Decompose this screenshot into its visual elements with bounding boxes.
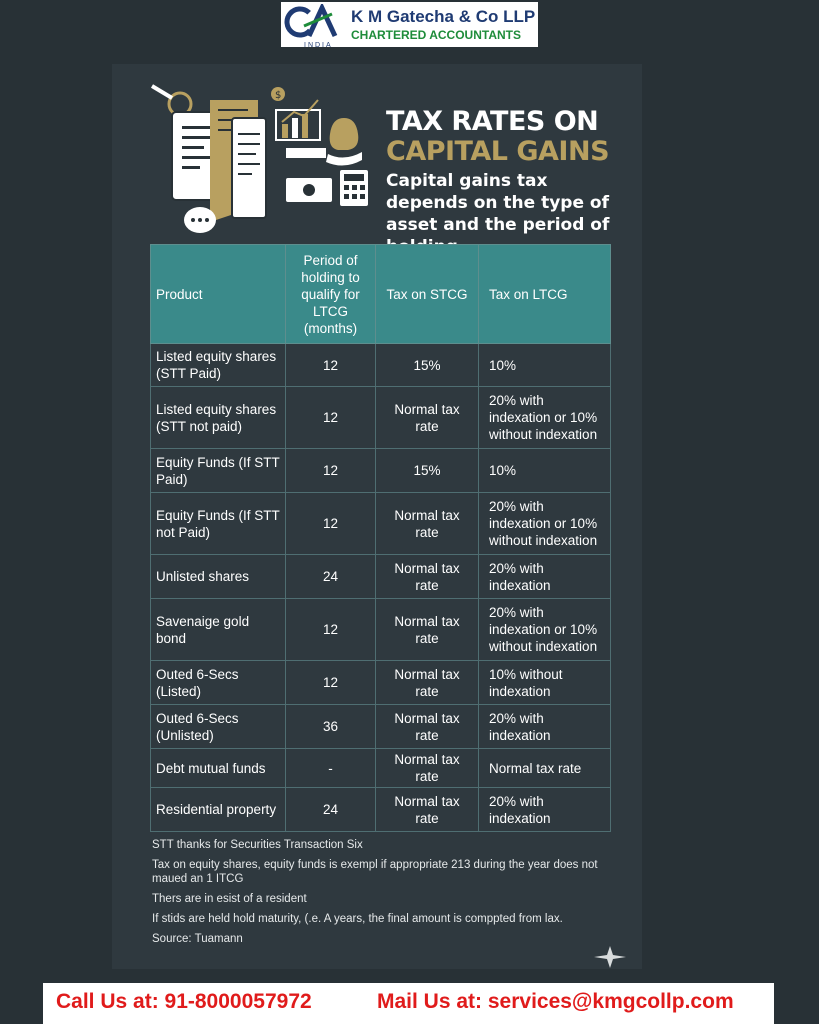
cell-product: Unlisted shares: [151, 555, 286, 599]
call-us-text: Call Us at: 91-8000057972: [56, 990, 312, 1013]
cell-ltcg: 10%: [479, 449, 611, 493]
title-line-2: CAPITAL GAINS: [386, 136, 610, 167]
cell-period: 12: [286, 344, 376, 387]
cell-period: -: [286, 749, 376, 788]
footnote: Thers are in esist of a resident: [152, 893, 307, 905]
cell-product: Listed equity shares (STT not paid): [151, 387, 286, 449]
cell-stcg: Normal tax rate: [376, 788, 479, 832]
cell-period: 12: [286, 493, 376, 555]
cell-period: 12: [286, 449, 376, 493]
cell-period: 36: [286, 705, 376, 749]
cell-stcg: 15%: [376, 344, 479, 387]
cell-ltcg: 10%: [479, 344, 611, 387]
coin-icon: [271, 87, 285, 101]
contact-footer: [43, 983, 774, 1024]
table-row: [151, 599, 611, 661]
cell-stcg: Normal tax rate: [376, 749, 479, 788]
cell-stcg: Normal tax rate: [376, 493, 479, 555]
cell-stcg: Normal tax rate: [376, 599, 479, 661]
cell-product: Equity Funds (If STT not Paid): [151, 493, 286, 555]
cell-product: Outed 6-Secs (Listed): [151, 661, 286, 705]
cell-ltcg: 20% with indexation or 10% without indexation: [479, 493, 611, 555]
header-stcg: Tax on STCG: [376, 245, 479, 344]
cell-period: 12: [286, 661, 376, 705]
cell-ltcg: 20% with indexation: [479, 705, 611, 749]
cell-product: Listed equity shares (STT Paid): [151, 344, 286, 387]
table-header-row: [151, 245, 611, 344]
cell-product: Residential property: [151, 788, 286, 832]
cell-ltcg: 10% without indexation: [479, 661, 611, 705]
finance-illustration: [148, 82, 370, 242]
table-row: [151, 788, 611, 832]
footnote: Tax on equity shares, equity funds is exempl if appropriate 213 during the year does not maued an 1 ITCG: [152, 859, 598, 885]
cell-stcg: Normal tax rate: [376, 555, 479, 599]
cell-period: 24: [286, 555, 376, 599]
cell-ltcg: 20% with indexation: [479, 555, 611, 599]
ca-logo-icon: [284, 4, 340, 48]
table-row: [151, 344, 611, 387]
table-row: [151, 449, 611, 493]
chat-bubble-icon: [184, 207, 216, 233]
cell-ltcg: Normal tax rate: [479, 749, 611, 788]
table-row: [151, 749, 611, 788]
firm-name: K M Gatecha & Co LLP: [351, 7, 536, 26]
cell-period: 12: [286, 387, 376, 449]
header-product: Product: [151, 245, 286, 344]
table-row: [151, 661, 611, 705]
logo-country: INDIA: [304, 42, 333, 48]
footnote: STT thanks for Securities Transaction Six: [152, 839, 363, 851]
capital-gains-table: [150, 244, 611, 832]
cell-period: 24: [286, 788, 376, 832]
cell-ltcg: 20% with indexation: [479, 788, 611, 832]
source-note: Source: Tuamann: [152, 933, 243, 945]
cell-stcg: Normal tax rate: [376, 661, 479, 705]
scroll-icon: [210, 100, 266, 222]
subtitle: Capital gains tax depends on the type of asset and the period of: [386, 171, 610, 235]
table-row: [151, 493, 611, 555]
table-row: [151, 555, 611, 599]
header-period: Period of holding to qualify for LTCG (months): [286, 245, 376, 344]
cell-product: Outed 6-Secs (Unlisted): [151, 705, 286, 749]
header-ltcg: Tax on LTCG: [479, 245, 611, 344]
sparkle-icon: [594, 946, 626, 968]
table-row: [151, 387, 611, 449]
bar-chart-icon: [276, 100, 320, 140]
magnifier-icon: [152, 86, 191, 115]
cell-ltcg: 20% with indexation or 10% without indexation: [479, 387, 611, 449]
table-row: [151, 705, 611, 749]
banknote-icon: [286, 178, 332, 202]
cell-stcg: Normal tax rate: [376, 387, 479, 449]
cell-product: Debt mutual funds: [151, 749, 286, 788]
svg-text:$: $: [275, 90, 282, 101]
firm-tagline: CHARTERED ACCOUNTANTS: [351, 28, 521, 42]
calculator-icon: [340, 170, 368, 206]
cell-stcg: 15%: [376, 449, 479, 493]
cell-product: Equity Funds (If STT Paid): [151, 449, 286, 493]
footnote: If stids are held hold maturity, (.e. A years, the final amount is comppted from lax.: [152, 913, 563, 925]
footnotes: [152, 838, 612, 952]
cell-product: Savenaige gold bond: [151, 599, 286, 661]
cell-ltcg: 20% with indexation or 10% without indexation: [479, 599, 611, 661]
cell-stcg: Normal tax rate: [376, 705, 479, 749]
title-line-1: TAX RATES ON: [386, 106, 599, 137]
brand-header: [281, 2, 538, 47]
cell-period: 12: [286, 599, 376, 661]
mail-us-text: Mail Us at: services@kmgcollp.com: [377, 990, 734, 1013]
